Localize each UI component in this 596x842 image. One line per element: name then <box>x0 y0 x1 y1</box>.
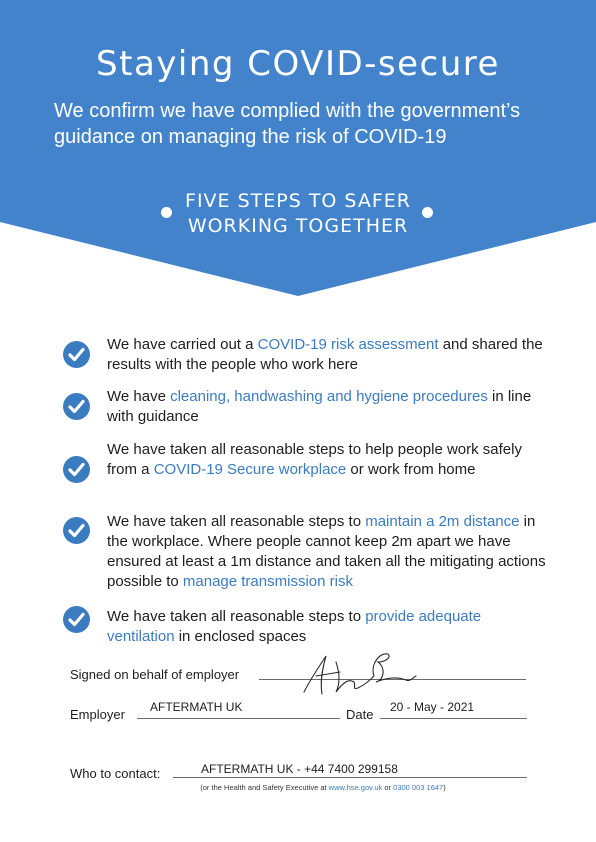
check-circle-icon <box>63 341 90 368</box>
hse-website-link[interactable]: www.hse.gov.uk <box>328 783 383 792</box>
header-banner <box>0 0 596 296</box>
check-circle-icon <box>63 456 90 483</box>
item-link[interactable]: COVID-19 risk assessment <box>257 336 439 353</box>
item-text: in enclosed spaces <box>174 628 307 645</box>
employer-value[interactable]: AFTERMATH UK <box>150 700 243 714</box>
check-circle-icon <box>63 606 90 633</box>
checklist-item <box>107 387 547 427</box>
date-label: Date <box>346 707 374 722</box>
note-text: or <box>382 783 394 792</box>
steps-heading-line1: FIVE STEPS TO SAFER <box>185 190 411 212</box>
item-text: or work from home <box>346 461 476 478</box>
item-text: We have <box>107 388 171 405</box>
item-link[interactable]: provide adequate ventilation <box>107 608 482 645</box>
item-link[interactable]: manage transmission risk <box>182 573 353 590</box>
check-circle-icon <box>63 517 90 544</box>
item-text: We have taken all reasonable steps to help people work safely from a <box>107 441 522 478</box>
employer-line <box>137 718 340 719</box>
item-text: We have taken all reasonable steps to <box>107 513 366 530</box>
hse-phone-link[interactable]: 0300 003 1647 <box>393 783 444 792</box>
item-text: We have taken all reasonable steps to <box>107 608 366 625</box>
checklist-item <box>107 512 547 592</box>
check-circle-icon <box>63 393 90 420</box>
item-link[interactable]: cleaning, handwashing and hygiene procedures <box>170 388 488 405</box>
item-link[interactable]: maintain a 2m distance <box>365 513 520 530</box>
signed-label: Signed on behalf of employer <box>70 667 240 682</box>
item-text: in the workplace. Where people cannot keep 2m apart we have ensured at least a 1m distance and taken all the mitigating actions possible to <box>107 513 546 590</box>
note-text: (or the Health and Safety Executive at <box>200 783 329 792</box>
contact-label: Who to contact: <box>70 766 161 781</box>
checklist-item <box>107 335 547 375</box>
contact-value[interactable]: AFTERMATH UK - +44 7400 299158 <box>201 762 398 776</box>
bullet-dot-right <box>422 207 433 218</box>
hse-note <box>0 783 596 792</box>
steps-heading-line2: WORKING TOGETHER <box>187 215 409 237</box>
item-link[interactable]: COVID-19 Secure workplace <box>153 461 347 478</box>
note-text: ) <box>443 783 446 792</box>
page-subtitle: We confirm we have complied with the government’s guidance on managing the risk of COVID-19 <box>54 100 521 148</box>
item-text: We have carried out a <box>107 336 258 353</box>
contact-line <box>173 777 527 778</box>
date-line <box>380 718 527 719</box>
checklist-item <box>107 440 547 480</box>
item-text: and shared the results with the people who work here <box>107 336 543 373</box>
page-title: Staying COVID-secure <box>96 44 500 84</box>
employer-label: Employer <box>70 707 125 722</box>
item-text: in line with guidance <box>107 388 532 425</box>
handwritten-signature <box>296 640 426 698</box>
date-value[interactable]: 20 - May - 2021 <box>390 700 475 714</box>
